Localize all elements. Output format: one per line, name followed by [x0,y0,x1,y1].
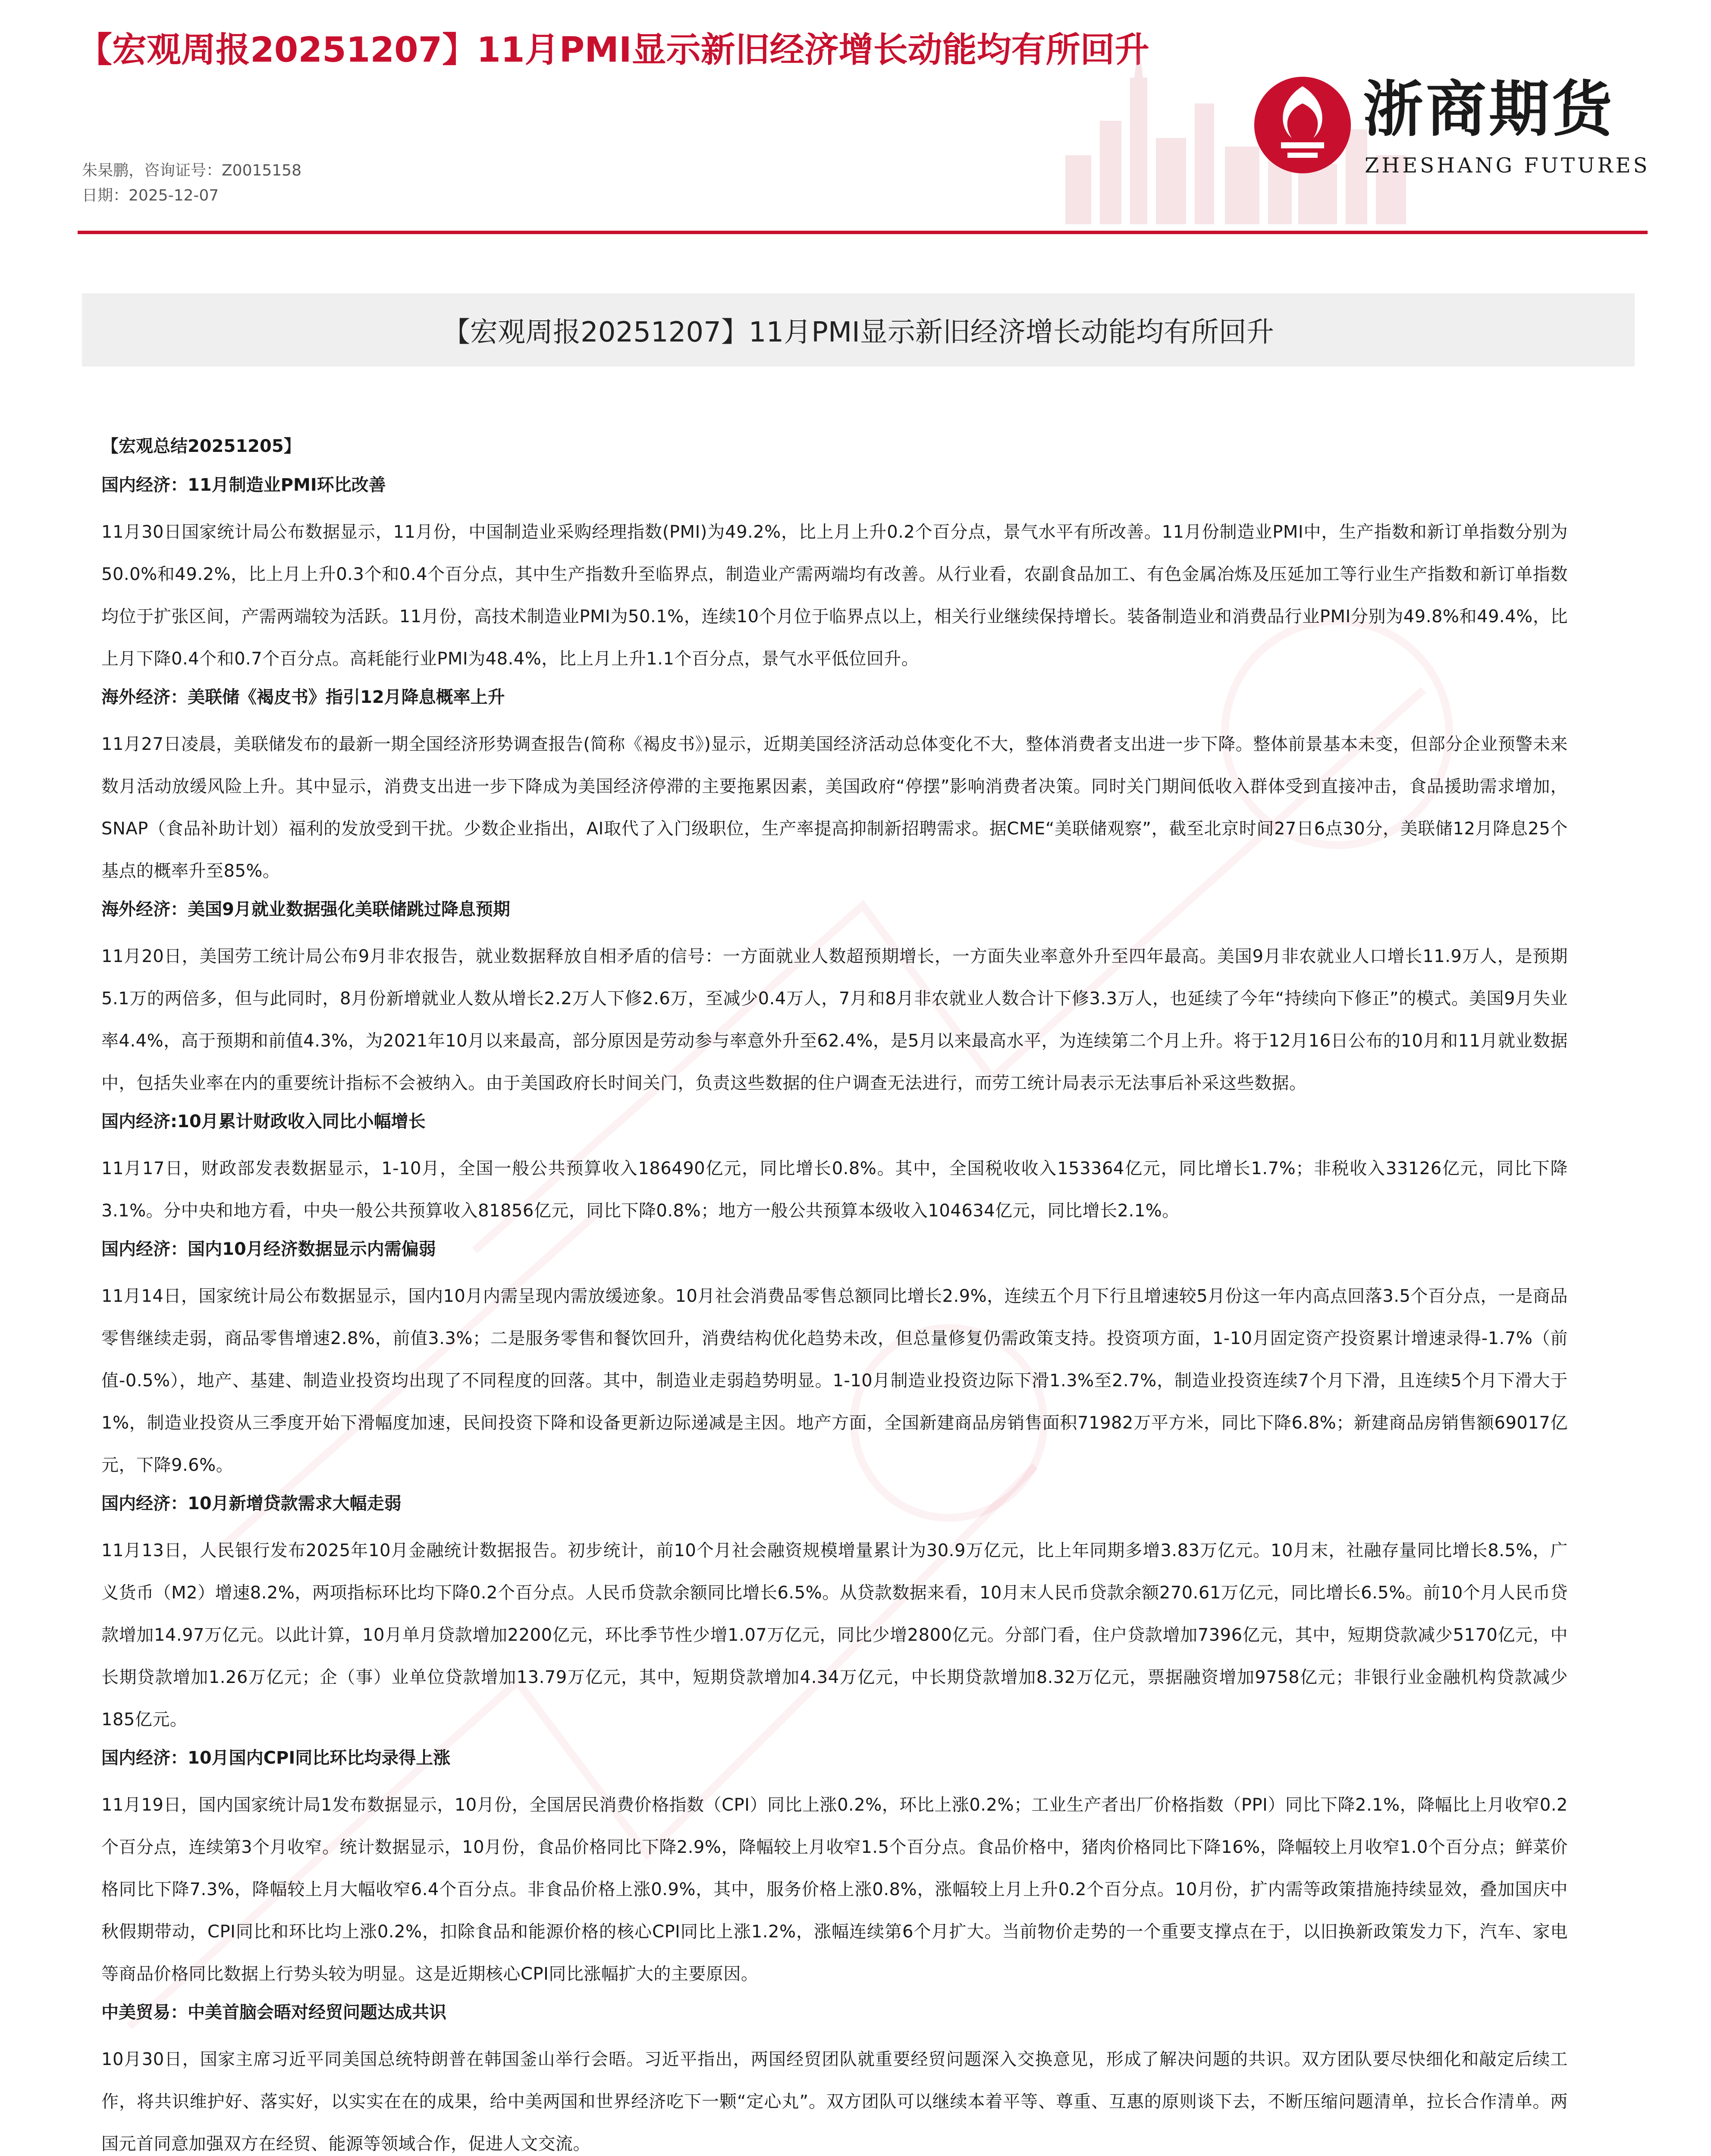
report-title: 【宏观周报20251207】11月PMI显示新旧经济增长动能均有所回升 [78,30,1149,70]
report-content [101,433,1568,2156]
section-cpi [101,1745,1568,1995]
company-logo [1251,65,1656,211]
section-body: 11月13日，人民银行发布2025年10月金融统计数据报告。初步统计，前10个月社会融资规模增量累计为30.9万亿元，比上年同期多增3.83万亿元。10月末，社融存量同比增长8.5%，广义货币（M2）增速8.2%，两项指标环比均下降0.2个百分点。人民币贷款余额同比增长6.5%。从贷款数据来看，10月末人民币贷款余额270.61万亿元，同比增长6.5%。前10个月人民币贷款增加14.97万亿元。以此计算，10月单月贷款增加2200亿元，环比季节性少增1.07万亿元，同比少增2800亿元。分部门看，住户贷款增加7396亿元，其中，短期贷款减少5170亿元，中长期贷款增加1.26万亿元；企（事）业单位贷款增加13.79万亿元，其中，短期贷款增加4.34万亿元，中长期贷款增加8.32万亿元，票据融资增加9758亿元；非银行业金融机构贷款减少185亿元。 [101,1541,1568,1730]
section-body: 10月30日，国家主席习近平同美国总统特朗普在韩国釜山举行会晤。习近平指出，两国经贸团队就重要经贸问题深入交换意见，形成了解决问题的共识。双方团队要尽快细化和敲定后续工作，将共识维护好、落实好，以实实在在的成果，给中美两国和世界经济吃下一颗“定心丸”。双方团队可以继续本着平等、尊重、互惠的原则谈下去，不断压缩问题清单，拉长合作清单。两国元首同意加强双方在经贸、能源等领域合作，促进人文交流。 [101,2049,1568,2154]
section-heading: 国内经济：10月国内CPI同比环比均录得上涨 [101,1748,451,1768]
section-heading: 中美贸易：中美首脑会晤对经贸问题达成共识 [101,2002,446,2022]
header-divider [78,231,1648,234]
section-domestic-demand [101,1236,1568,1486]
section-new-loans [101,1491,1568,1741]
zheshang-logo-icon [1251,73,1354,177]
report-header [0,0,1711,241]
author-line: 朱杲鹏，咨询证号：Z0015158 [82,162,301,179]
section-us-jobs [101,896,1568,1104]
section-body: 11月20日，美国劳工统计局公布9月非农报告，就业数据释放自相矛盾的信号：一方面就业人数超预期增长，一方面失业率意外升至四年最高。美国9月非农就业人口增长11.9万人，是预期5.1万的两倍多，但与此同时，8月份新增就业人数从增长2.2万人下修2.6万，至减少0.4万人，7月和8月非农就业人数合计下修3.3万人，也延续了今年“持续向下修正”的模式。美国9月失业率4.4%，高于预期和前值4.3%，为2021年10月以来最高，部分原因是劳动参与率意外升至62.4%，是5月以来最高水平，为连续第二个月上升。将于12月16日公布的10月和11月就业数据中，包括失业率在内的重要统计指标不会被纳入。由于美国政府长时间关门，负责这些数据的住户调查无法进行，而劳工统计局表示无法事后补采这些数据。 [101,946,1568,1093]
banner-title: 【宏观周报20251207】11月PMI显示新旧经济增长动能均有所回升 [443,317,1274,348]
section-beige-book [101,684,1568,892]
section-body: 11月19日，国内国家统计局1发布数据显示，10月份，全国居民消费价格指数（CPI）同比上涨0.2%，环比上涨0.2%；工业生产者出厂价格指数（PPI）同比下降2.1%，降幅比上月收窄0.2个百分点，连续第3个月收窄。统计数据显示，10月份，食品价格同比下降2.9%，降幅较上月收窄1.5个百分点。食品价格中，猪肉价格同比下降16%，降幅较上月收窄1.0个百分点；鲜菜价格同比下降7.3%，降幅较上月大幅收窄6.4个百分点。非食品价格上涨0.9%，其中，服务价格上涨0.8%，涨幅较上月上升0.2个百分点。10月份，扩内需等政策措施持续显效，叠加国庆中秋假期带动，CPI同比和环比均上涨0.2%，扣除食品和能源价格的核心CPI同比上涨1.2%，涨幅连续第6个月扩大。当前物价走势的一个重要支撑点在于，以旧换新政策发力下，汽车、家电等商品价格同比数据上行势头较为明显。这是近期核心CPI同比涨幅扩大的主要原因。 [101,1795,1568,1984]
section-fiscal-revenue [101,1109,1568,1232]
section-heading: 海外经济：美联储《褐皮书》指引12月降息概率上升 [101,687,505,707]
section-body: 11月14日，国家统计局公布数据显示，国内10月内需呈现内需放缓迹象。10月社会消费品零售总额同比增长2.9%，连续五个月下行且增速较5月份这一年内高点回落3.5个百分点，一是商品零售继续走弱，商品零售增速2.8%，前值3.3%；二是服务零售和餐饮回升，消费结构优化趋势未改，但总量修复仍需政策支持。投资项方面，1-10月固定资产投资累计增速录得-1.7%（前值-0.5%），地产、基建、制造业投资均出现了不同程度的回落。其中，制造业走弱趋势明显。1-10月制造业投资边际下滑1.3%至2.7%，制造业投资连续7个月下滑，且连续5个月下滑大于1%，制造业投资从三季度开始下滑幅度加速，民间投资下降和设备更新边际递减是主因。地产方面，全国新建商品房销售面积71982万平方米，同比下降6.8%；新建商品房销售额69017亿元，下降9.6%。 [101,1286,1568,1475]
section-heading: 国内经济：国内10月经济数据显示内需偏弱 [101,1239,436,1259]
section-body: 11月30日国家统计局公布数据显示，11月份，中国制造业采购经理指数(PMI)为49.2%，比上月上升0.2个百分点，景气水平有所改善。11月份制造业PMI中，生产指数和新订单指数分别为50.0%和49.2%，比上月上升0.3个和0.4个百分点，其中生产指数升至临界点，制造业产需两端均有改善。从行业看，农副食品加工、有色金属冶炼及压延加工等行业生产指数和新订单指数均位于扩张区间，产需两端较为活跃。11月份，高技术制造业PMI为50.1%，连续10个月位于临界点以上，相关行业继续保持增长。装备制造业和消费品行业PMI分别为49.8%和49.4%，比上月下降0.4个和0.7个百分点。高耗能行业PMI为48.4%，比上月上升1.1个百分点，景气水平低位回升。 [101,522,1568,669]
title-banner [82,293,1635,367]
section-trade [101,1999,1568,2156]
section-body: 11月17日，财政部发表数据显示，1-10月，全国一般公共预算收入186490亿元，同比增长0.8%。其中，全国税收收入153364亿元，同比增长1.7%；非税收入33126亿元，同比下降3.1%。分中央和地方看，中央一般公共预算收入81856亿元，同比下降0.8%；地方一般公共预算本级收入104634亿元，同比增长2.1%。 [101,1159,1568,1221]
logo-english-text: ZHESHANG FUTURES [1365,154,1650,178]
summary-heading: 【宏观总结20251205】 [101,436,301,456]
section-pmi [101,472,1568,680]
section-body: 11月27日凌晨，美联储发布的最新一期全国经济形势调查报告(简称《褐皮书》)显示，近期美国经济活动总体变化不大，整体消费者支出进一步下降。整体前景基本未变，但部分企业预警未来数月活动放缓风险上升。其中显示，消费支出进一步下降成为美国经济停滞的主要拖累因素，美国政府“停摆”影响消费者决策。同时关门期间低收入群体受到直接冲击，食品援助需求增加，SNAP（食品补助计划）福利的发放受到干扰。少数企业指出，AI取代了入门级职位，生产率提高抑制新招聘需求。据CME“美联储观察”，截至北京时间27日6点30分，美联储12月降息25个基点的概率升至85%。 [101,734,1568,881]
date-line: 日期：2025-12-07 [82,187,219,204]
section-heading: 海外经济：美国9月就业数据强化美联储跳过降息预期 [101,899,510,919]
section-heading: 国内经济:10月累计财政收入同比小幅增长 [101,1112,426,1131]
logo-chinese-text: 浙商期货 [1363,75,1615,145]
section-heading: 国内经济：10月新增贷款需求大幅走弱 [101,1494,402,1514]
section-heading: 国内经济：11月制造业PMI环比改善 [101,475,386,495]
